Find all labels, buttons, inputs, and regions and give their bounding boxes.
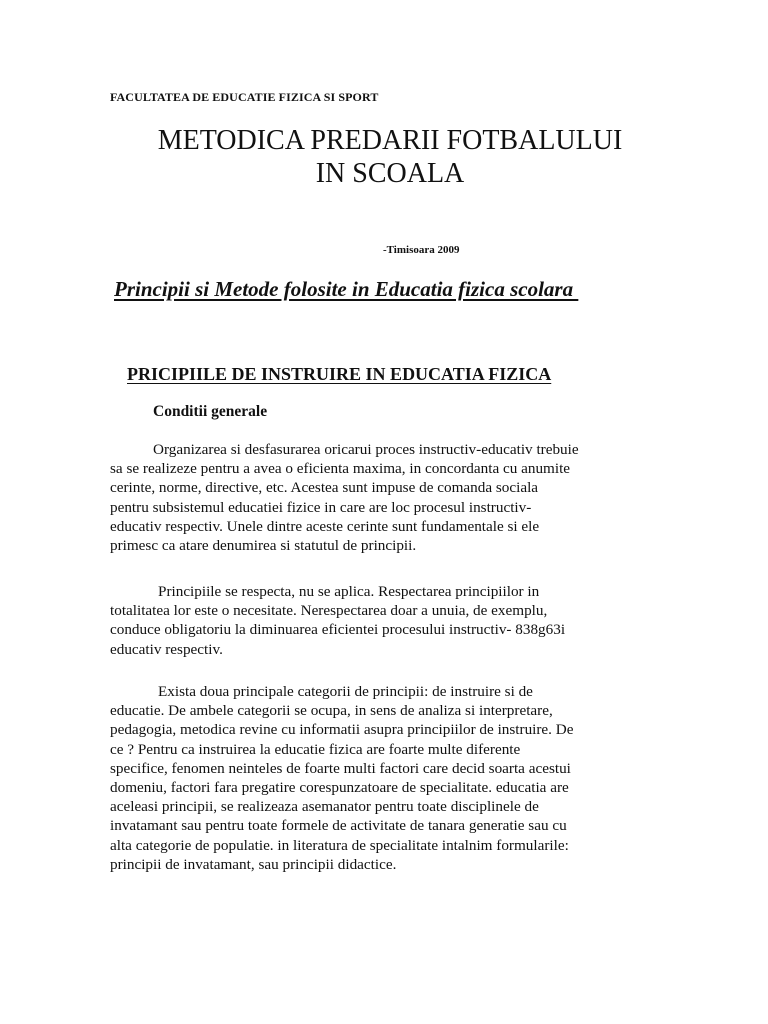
paragraph-line: Organizarea si desfasurarea oricarui proces instructiv-educativ trebuie <box>153 441 579 458</box>
paragraph-line: educativ respectiv. <box>110 640 223 658</box>
paragraph-1 <box>110 440 670 555</box>
document-title <box>90 124 690 190</box>
title-line-1: METODICA PREDARII FOTBALULUI <box>157 125 623 156</box>
place-date: -Timisoara 2009 <box>383 244 460 256</box>
paragraph-2 <box>110 582 670 659</box>
paragraph-line: ce ? Pentru ca instruirea la educatie fizica are foarte multe diferente <box>110 740 521 758</box>
faculty-name: FACULTATEA DE EDUCATIE FIZICA SI SPORT <box>110 90 379 104</box>
paragraph-3 <box>110 682 670 874</box>
title-line-2: IN SCOALA <box>315 158 465 189</box>
paragraph-line: cerinte, norme, directive, etc. Acestea sunt impuse de comanda sociala <box>110 479 539 497</box>
paragraph-line: alta categorie de populatie. in literatura de specialitate intalnim formularile: <box>110 836 569 854</box>
paragraph-line: totalitatea lor este o necesitate. Nerespectarea doar a unuia, de exemplu, <box>110 602 548 620</box>
paragraph-line: educativ respectiv. Unele dintre aceste cerinte sunt fundamentale si ele <box>110 517 540 535</box>
paragraph-line: pedagogia, metodica revine cu informatii asupra principiilor de instruire. De <box>110 721 574 739</box>
paragraph-line: educatie. De ambele categorii se ocupa, in sens de analiza si interpretare, <box>110 702 553 720</box>
paragraph-line: Exista doua principale categorii de principii: de instruire si de <box>158 683 533 700</box>
document-subtitle: Principii si Metode folosite in Educatia fizica scolara <box>114 277 579 301</box>
section-heading: PRICIPIILE DE INSTRUIRE IN EDUCATIA FIZICA <box>127 364 552 384</box>
paragraph-line: conduce obligatoriu la diminuarea eficientei procesului instructiv- 838g63i <box>110 621 566 639</box>
paragraph-line: aceleasi principii, se realizeaza asemanator pentru toate disciplinele de <box>110 798 539 816</box>
paragraph-line: primesc ca atare denumirea si statutul de principii. <box>110 537 417 555</box>
paragraph-line: sa se realizeze pentru a avea o eficienta maxima, in concordanta cu anumite <box>110 460 571 478</box>
subsection-heading: Conditii generale <box>153 403 268 420</box>
paragraph-line: specifice, fenomen neinteles de foarte multi factori care decid soarta acestui <box>110 759 571 777</box>
paragraph-line: domeniu, factori fara pregatire corespunzatoare de specialitate. educatia are <box>110 779 569 797</box>
paragraph-line: pentru subsistemul educatiei fizice in care are loc procesul instructiv- <box>110 498 532 516</box>
paragraph-line: Principiile se respecta, nu se aplica. Respectarea principiilor in <box>158 583 540 600</box>
paragraph-line: principii de invatamant, sau principii didactice. <box>110 855 397 873</box>
paragraph-line: invatamant sau pentru toate formele de activitate de tanara generatie sau cu <box>110 817 567 835</box>
